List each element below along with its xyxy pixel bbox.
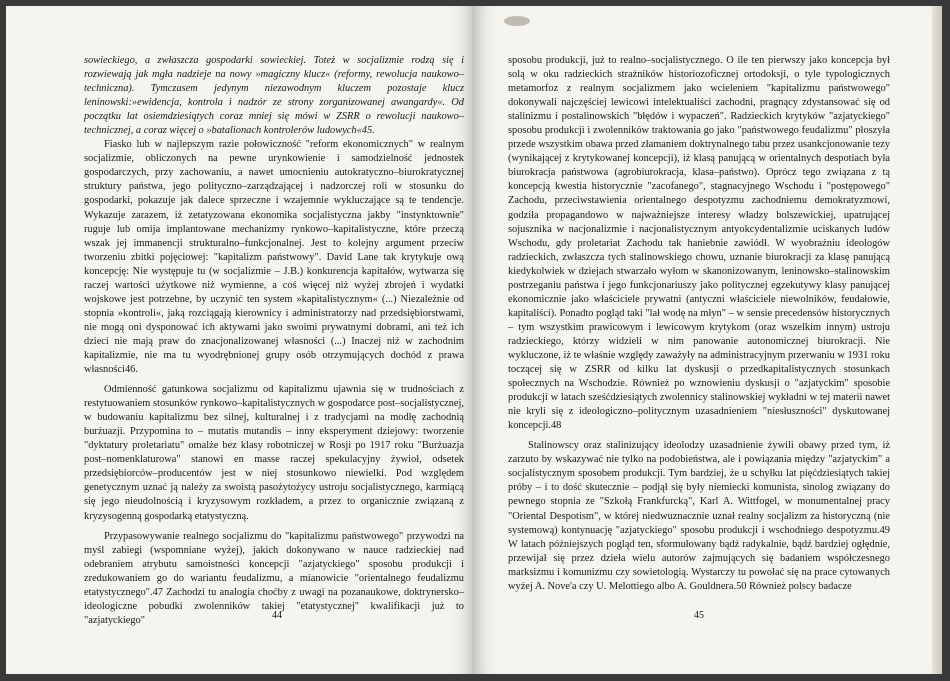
paragraph: Przypasowywanie realnego socjalizmu do "kapitalizmu państwowego" przywodzi na myśl zabiegi (wspomniane wyżej), jakich dokonywano w nauce radzieckiej nad odebraniem atrybutu samoistności koncepcji "azjatyckiego" sposobu produkcji i zredukowaniem go do wariantu feudalizmu, a mianowicie "orientalnego feudalizmu etatystycznego".47 Zachodzi tu analogia choćby z uwagi na pozanaukowe, doktrynersko–ideologiczne pobudki zwolenników takiej "etatystycznej" kwalifikacji już to "azjatyckiego" [84, 530, 464, 626]
paragraph: sposobu produkcji, już to realno–socjalistycznego. O ile ten pierwszy jako koncepcja był solą w oku radzieckich strażników historiozoficznej ortodoksji, o tyle typologicznych metamorfoz z realnym socjalizmem jako wcieleniem "kapitalizmu państwowego" dokonywali najczęściej lewicowi intelektualiści zachodni, pragnący zdystansować się od stalinizmu i postalinowskich "błędów i wypaczeń". Radzieckich krytyków "azjatyckiego" sposobu produkcji i zwolenników traktowania go jako "państwowego feudalizmu" płoszyła przede wszystkim obawa przed złamaniem doktrynalnego tabu przez usankcjonowanie tezy (wynikającej z krytykowanej koncepcji), iż klasą panującą w orientalnych despotiach była biurokracja państwowa (agrobiurokracja, klasa–państwo). Oprócz tego związana z tą koncepcją kwestia historycznie "zacofanego", stagnacyjnego Wschodu i "postępowego" Zachodu, przeciwstawienia orientalnego despotyzmu zachodniemu demokratyzmowi, godziła propagandowo w najważniejsze interesy władzy bolszewickiej, upatrującej sojusznika w nacjonalizmie i nacjonalistycznym antyokcydentalizmie uciskanych ludów Wschodu, gdy proletariat Zachodu tak haniebnie zawiódł. W wyobraźniu ideologów radzieckich, zwłaszcza tych stalinowskiego chowu, uznanie biurokracji za klasę panującą kiedykolwiek w dziejach stwarzało wyłom w skanonizowanym, leninowsko–stalinowskim postrzeganiu państwa i jego funkcjonariuszy jako politycznej egzekutywy klasy panującej ekonomicznie jako właściciele prywatni (antyczni właściciele niewolników, feudałowie, kapitaliści). Ponadto pogląd taki "lał wodę na młyn" – w sensie precedensów historycznych – tym wszystkim prawicowym i lewicowym krytykom (oraz wszelkim innym) ustroju radzieckiego, którzy widzieli w nim panowanie autonomicznej biurokracji. Nie wykluczone, iż te właśnie względy zaważyły na administracyjnym przerwaniu w 1931 roku toczącej się w ZSRR od kilku lat dyskusji o przedkapitalistycznych stosunkach społecznych na Wschodzie. Również po wznowieniu dyskusji o "azjatyckim" sposobie produkcji w latach sześćdziesiątych zwolennicy stalinowskiej wykładni w tej materii nawet nie kryli się z ideologiczno–politycznym uzasadnieniem "niesłuszności" dyskutowanej koncepcji.48 [508, 55, 890, 432]
paragraph: Fiasko lub w najlepszym razie połowiczność "reform ekonomicznych" w realnym socjalizmie, obliczonych na pewne urynkowienie i samodzielność jednostek gospodarczych, przy zachowaniu, a nawet umocnieniu autokratyczno–biurokratycznej struktury państwa, jego polityczno–zarządzającej i nadzorczej roli w stosunku do gospodarki, pokazuje jak dalece sprzeczne i wzajemnie wykluczające są te tendencje. Wykazuje zarazem, iż zetatyzowana ekonomika socjalistyczna jakby "instynktownie" ruguje lub omija implantowane mechanizmy rynkowo–kapitalistyczne, które przeczą wszak jej immanencji strukturalno–funkcjonalnej. Jest to kolejny argument przeciw tworzeniu zbitki pojęciowej: "kapitalizm państwowy". David Lane tak krytykuje ową koncepcję: Nie występuje tu (w socjalizmie – J.B.) konkurencja kapitałów, wytwarza się raczej wartości użytkowe niż wymienne, a coś więcej niż wyżej zbrojeń i wydatki wojskowe jest potrzebne, by uczynić ten system »kapitalistycznym« (...) Niezależnie od stopnia »kontroli«, jaką rozciągają kierownicy i administratorzy nad przedsiębiorstwami, nie mogą oni dysponować ich aktywami jako swoimi prywatnymi dobrami, ani też ich dzieci nie mają praw do znacjonalizowanej własności (...) Inaczej niż w zachodnim kapitalizmie, nie ma tu wyodrębnionej grupy osób otrzymujących dochód z prawa własności46. [84, 139, 464, 376]
right-page-text [508, 54, 890, 594]
ink-smudge [504, 16, 530, 26]
paragraph: sowieckiego, a zwłaszcza gospodarki sowieckiej. Toteż w socjalizmie rodzą się i rozwiewają jak mgła nadzieje na nowy »magiczny klucz« (reformy, rewolucja naukowo–techniczna). Tymczasem jedynym niezawodnym kluczem pozostaje klucz leninowski:»ewidencja, kontrola i nadzór ze strony zorganizowanej awangardy«. Od początku lat osiemdziesiątych coraz mniej się mówi w ZSRR o rewolucji naukowo–technicznej, a coraz więcej o »batalionach kontrolerów ludowych«45. [84, 55, 464, 137]
book-spread [6, 6, 942, 674]
right-page [474, 6, 942, 674]
paragraph: Stalinowscy oraz stalinizujący ideolodzy uzasadnienie żywili obawy przed tym, iż zarzuto by wskazywać nie tylko na podobieństwa, ale i powiązania między "azjatyckim" a socjalistycznym sposobem produkcji. Tym bardziej, że u schyłku lat pięćdziesiątych takiej próby – i to dość skutecznie – podjął się były niemiecki komunista, sinolog związany do pewnego stopnia ze "Szkołą Frankfurcką", Karl A. Wittfogel, w monumentalnej pracy "Oriental Despotism", w której niedwuznacznie uznał realny socjalizm za historyczną (nie systemową) kontynuację "azjatyckiego" sposobu produkcji i wschodniego despotyzmu.49 W latach późniejszych pogląd ten, sformułowany bądź radykalnie, bądź bardziej ogłędnie, przewijał się przez dzieła wielu autorów zajmujących się badaniem współczesnego marksizmu i komunizmu czy sowietologią. Wystarczy tu powołać się na prace cytowanych wyżej A. Nove'a czy U. Melottiego albo A. Gouldnera.50 Również polscy badacze [508, 440, 890, 592]
page-number: 44 [272, 610, 282, 621]
page-edge [932, 6, 942, 674]
page-number: 45 [694, 610, 704, 621]
left-page-text [84, 54, 464, 628]
left-page [6, 6, 474, 674]
paragraph: Odmienność gatunkowa socjalizmu od kapitalizmu ujawnia się w trudnościach z restytuowaniem stosunków rynkowo–kapitalistycznych w gospodarce post–socjalistycznej, w budowaniu kapitalizmu bez silnej, kulturalnej i z tradycjami na modłę zachodnią burżuazji. Przypomina to – mutatis mutandis – inny eksperyment dziejowy: tworzenie "dyktatury proletariatu" omalże bez klasy robotniczej w Rosji po 1917 roku "Burżuazja post–nomenklaturowa" stanowi en masse raczej spekulacyjny żywioł, odsetek przedsiębiorców–producentów jest w niej stosunkowo niewielki. Pod względem genetycznym uznać ją należy za swoistą pasożytożycy ustroju socjalistycznego, karmiącą się jego nieudolnością i kryzysowym rozkładem, a przez to organicznie związaną z kryzysogenną gospodarką etatystyczną. [84, 384, 464, 522]
